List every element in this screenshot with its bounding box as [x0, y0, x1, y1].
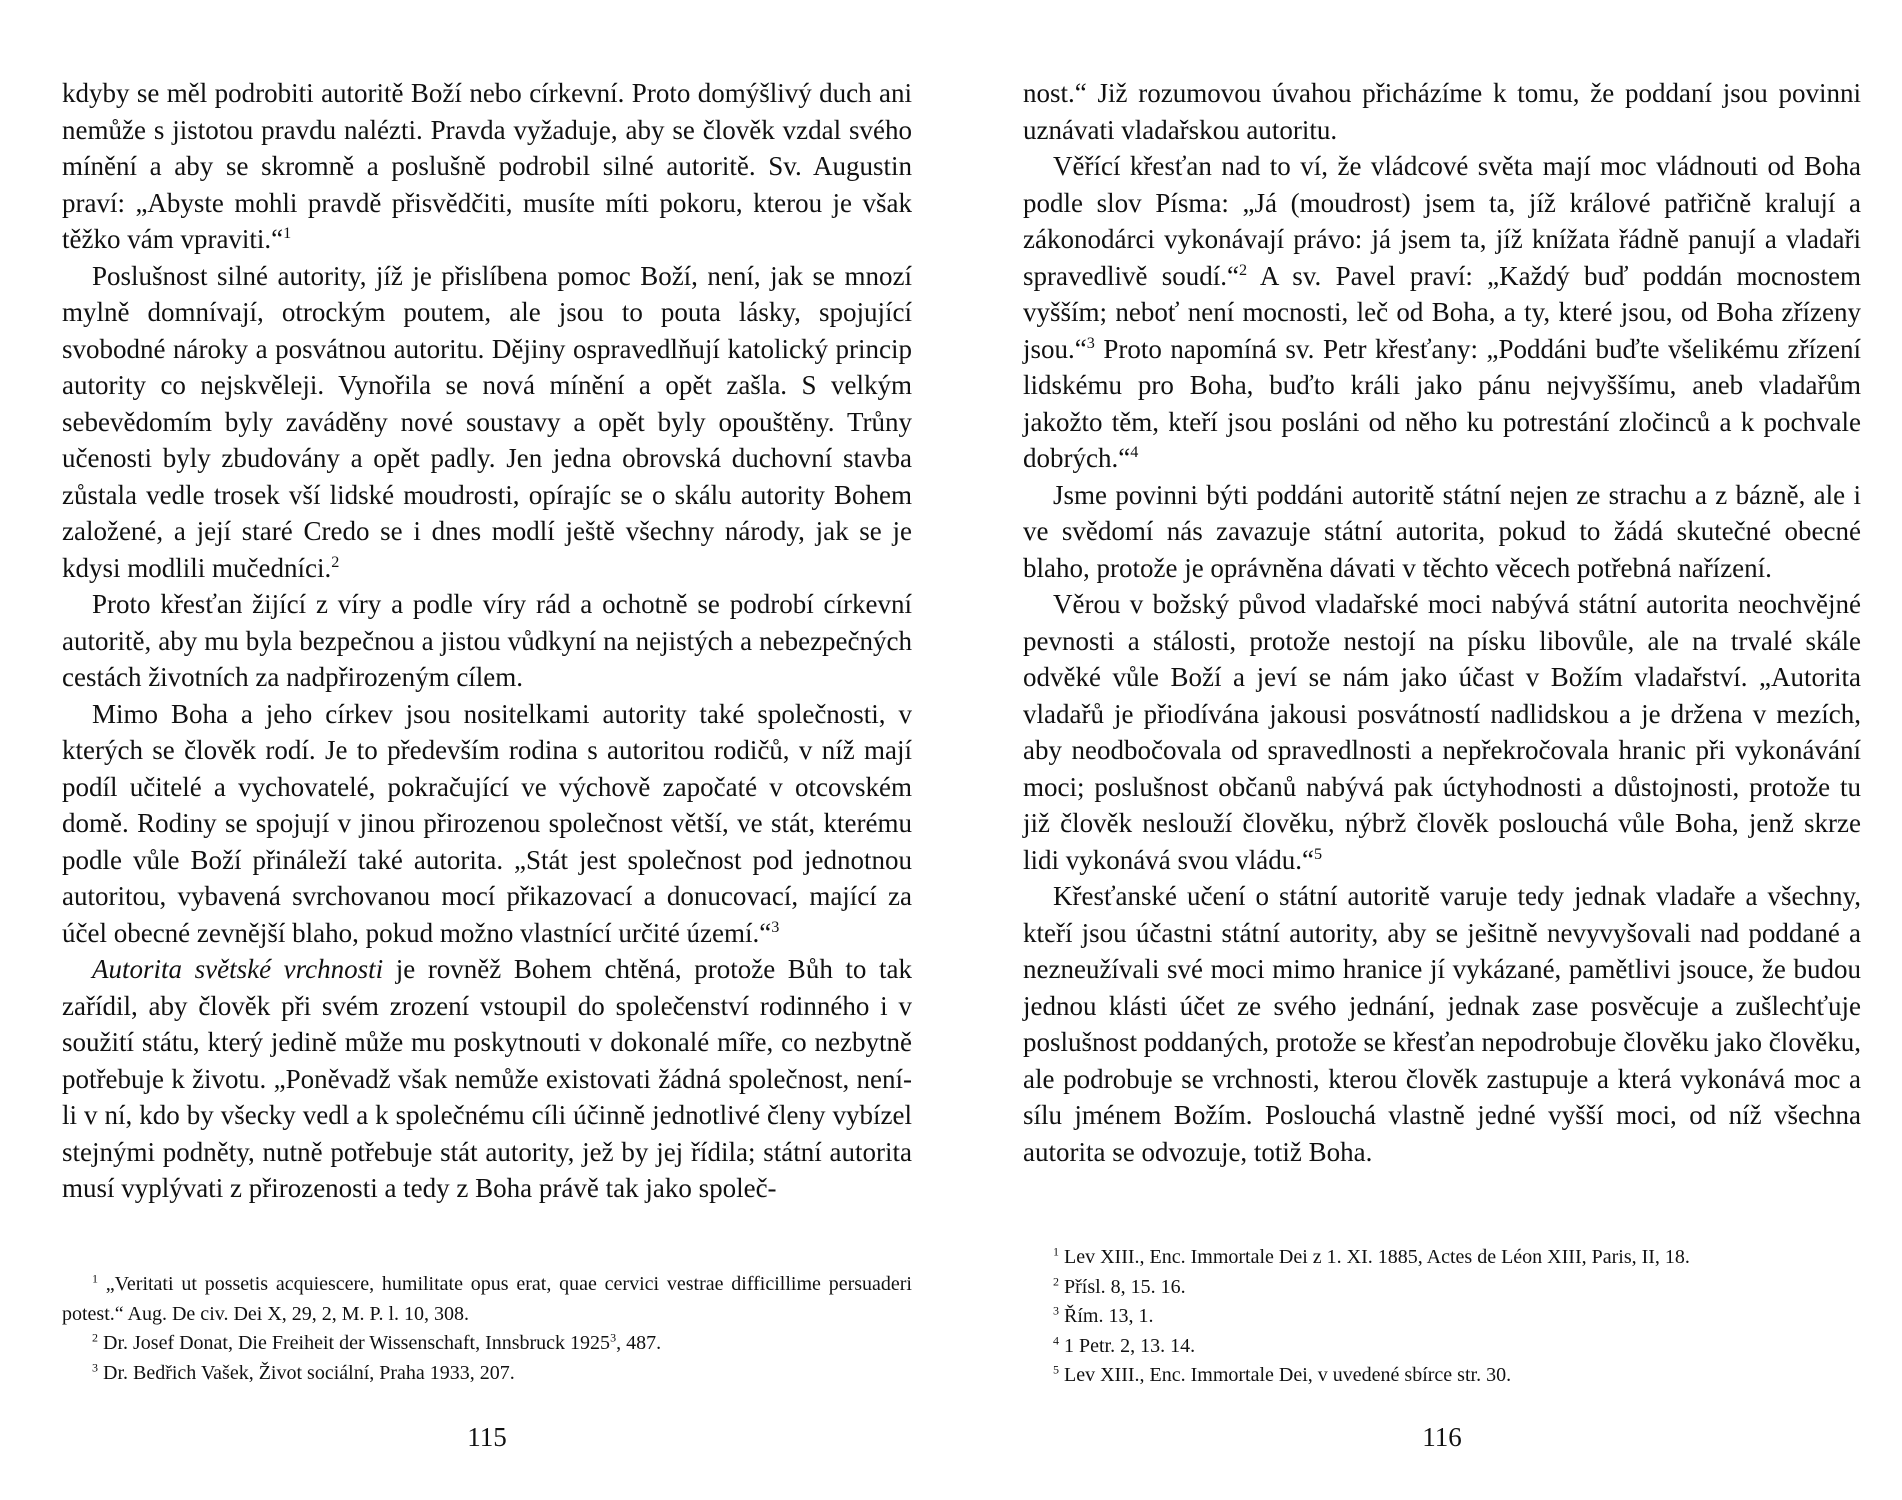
footnote-mark: 4: [1053, 1332, 1059, 1347]
paragraph: Poslušnost silné autority, jíž je přislíbena pomoc Boží, není, jak se mnozí mylně domnívají, otrockým poutem, ale jsou to pouta lásky, spojující svobodné nároky a posvátnou autoritu. Dějiny ospravedlňují katolický princip autority co nejskvěleji. Vynořila se nová mínění a opět zašla. S velkým sebevědomím byly zaváděny nové soustavy a opět byly opouštěny. Trůny učenosti byly zbudovány a opět padly. Jen jedna obrovská duchovní stavba zůstala vedle trosek vší lidské moudrosti, opírajíc se o skálu autority Bohem založené, a její staré Credo se i dnes modlí ještě všechny národy, jak se je kdysi modlili mučedníci.$^2$: [62, 260, 912, 583]
footnote-ref: 3: [771, 917, 780, 936]
paragraph: Jsme povinni býti poddáni autoritě státní nejen ze strachu a z bázně, ale i ve svědomí nás zavazuje státní autorita, pokud to žádá skutečné obecné blaho, protože je oprávněna dávati v těchto věcech potřebná nařízení.: [1023, 479, 1861, 583]
footnote-ref: 3: [1086, 333, 1095, 352]
footnote-ref: 2: [1239, 260, 1248, 279]
footnote: $^2$ Přísl. 8, 15. 16.: [1053, 1273, 1186, 1298]
page-number: 116: [1422, 1422, 1462, 1452]
paragraph: Mimo Boha a jeho církev jsou nositelkami autority také společnosti, v kterých se člověk rodí. Je to především rodina s autoritou rodičů, v níž mají podíl učitelé a vychovatelé, pokračující ve výchově započaté v otcovském domě. Rodiny se spojují v jinou přirozenou společnost větší, ve stát, kterému podle vůle Boží přináleží také autorita. „Stát jest společnost pod jednotnou autoritou, vybavená svrchovanou mocí přikazovací a donucovací, mající za účel obecné zevnější blaho, pokud možno vlastnící určité území.“$^3$: [62, 698, 912, 948]
footnote-mark: 1: [92, 1271, 98, 1286]
footnote: $^1$ „Veritati ut possetis acquiescere, humilitate opus erat, quae cervici vestrae difficillime persuaderi potest.“ Aug. De civ. Dei X, 29, 2, M. P. l. 10, 308.: [62, 1271, 912, 1325]
footnote-mark: 2: [92, 1330, 98, 1345]
paragraph: Křesťanské učení o státní autoritě varuje tedy jednak vladaře a všechny, kteří jsou účastni státní autority, aby se ješitně nevyvyšovali nad poddané a nezneužívali své moci mimo hranice jí vykázané, pamětlivi jsouce, že budou jednou klásti účet ze svého jednání, jednak zase posvěcuje a zušlechťuje poslušnost poddaných, protože se křesťan nepodrobuje člověku jako člověku, ale podrobuje se vrchnosti, kterou člověk zastupuje a která vykonává moc a sílu jménem Božím. Poslouchá vlastně jedné vyšší moci, od níž všechna autorita se odvozuje, totiž Boha.: [1023, 881, 1861, 1167]
paragraph: nost.“ Již rozumovou úvahou přicházíme k tomu, že poddaní jsou povinni uznávati vladařskou autoritu.: [1023, 78, 1861, 145]
emphasis: Autorita světské vrchnosti: [92, 954, 384, 984]
footnote: $^4$ 1 Petr. 2, 13. 14.: [1053, 1332, 1196, 1357]
right-page-footnotes: [1023, 1243, 1861, 1391]
right-page: [1023, 0, 1861, 1500]
page-number: 115: [467, 1422, 507, 1452]
paragraph: Autorita světské vrchnosti je rovněž Bohem chtěná, protože Bůh to tak zařídil, aby člověk při svém zrození vstoupil do společenství rodinného i v soužití státu, který jedině může mu poskytnouti v dokonalé míře, co nezbytně potřebuje k životu. „Poněvadž však nemůže existovati žádná společnost, není-li v ní, kdo by všecky vedl a k společnému cíli účinně jednotlivé členy vybízel stejnými podněty, nutně potřebuje stát autority, jež by jej řídila; státní autorita musí vyplývati z přirozenosti a tedy z Boha právě tak jako společ-: [62, 954, 912, 1203]
paragraph: kdyby se měl podrobiti autoritě Boží nebo církevní. Proto domýšlivý duch ani nemůže s jistotou pravdu nalézti. Pravda vyžaduje, aby se člověk vzdal svého mínění a aby se skromně a poslušně podrobil silné autoritě. Sv. Augustin praví: „Abyste mohli pravdě přisvědčiti, musíte míti pokoru, kterou je však těžko vám vpraviti.“$^1$: [62, 78, 912, 254]
footnote: $^1$ Lev XIII., Enc. Immortale Dei z 1. XI. 1885, Actes de Léon XIII, Paris, II, 18.: [1053, 1244, 1690, 1268]
paragraph: Věrou v božský původ vladařské moci nabývá státní autorita neochvějné pevnosti a stálosti, protože nestojí na písku libovůle, ale na trvalé skále odvěké vůle Boží a jeví se nám jako účast v Božím vladařství. „Autorita vladařů je přiodívána jakousi posvátností nadlidskou a je držena v mezích, aby neodbočovala od spravedlnosti a nepřekročovala hranic při vykonávání moci; poslušnost občanů nabývá pak úctyhodnosti a důstojnosti, protože tu již člověk neslouží člověku, nýbrž člověk poslouchá vůle Boha, jenž skrze lidi vykonává svou vládu.“$^5$: [1023, 589, 1861, 875]
footnote-mark: 3: [1053, 1303, 1059, 1318]
footnote-mark: 3: [92, 1359, 98, 1374]
footnote: $^5$ Lev XIII., Enc. Immortale Dei, v uvedené sbírce str. 30.: [1053, 1362, 1512, 1386]
left-page: [62, 0, 912, 1500]
footnote: $^3$ Řím. 13, 1.: [1053, 1303, 1154, 1327]
edition-mark: 3: [610, 1330, 617, 1345]
footnote-ref: 5: [1313, 844, 1323, 863]
footnote: $^3$ Dr. Bedřich Vašek, Život sociální, Praha 1933, 207.: [92, 1359, 515, 1384]
footnote-mark: 1: [1053, 1244, 1059, 1259]
left-page-body: [62, 75, 912, 1207]
footnote-ref: 4: [1130, 443, 1139, 461]
footnote: $^2$ Dr. Josef Donat, Die Freiheit der Wissenschaft, Innsbruck 1925$^3$, 487.: [92, 1330, 662, 1354]
footnote-ref: 1: [283, 224, 292, 242]
paragraph: Proto křesťan žijící z víry a podle víry rád a ochotně se podrobí církevní autoritě, aby mu byla bezpečnou a jistou vůdkyní na nejistých a nebezpečných cestách životních za nadpřirozeným cílem.: [62, 589, 912, 692]
footnote-mark: 5: [1053, 1362, 1059, 1377]
paragraph: Věřící křesťan nad to ví, že vládcové světa mají moc vládnouti od Boha podle slov Písma: „Já (moudrost) jsem ta, jíž králové patřičně kralují a zákonodárci vykonávají právo: já jsem ta, jíž knížata řádně panují a vladaři spravedlivě soudí.“$^2$ A sv. Pavel praví: „Každý buď poddán mocnostem vyšším; neboť není mocnosti, leč od Boha, a ty, které jsou, od Boha zřízeny jsou.“$^3$ Proto napomíná sv. Petr křesťany: „Poddáni buďte všelikému zřízení lidskému pro Boha, buďto králi jako pánu nejvyššímu, aneb vladařům jakožto těm, kteří jsou posláni od něho ku potrestání zločinců a k pochvale dobrých.“$^4$: [1023, 151, 1861, 473]
footnote-mark: 2: [1053, 1273, 1059, 1288]
footnote-ref: 2: [331, 552, 340, 571]
left-page-footnotes: [62, 1270, 912, 1388]
right-page-body: [1023, 75, 1861, 1170]
